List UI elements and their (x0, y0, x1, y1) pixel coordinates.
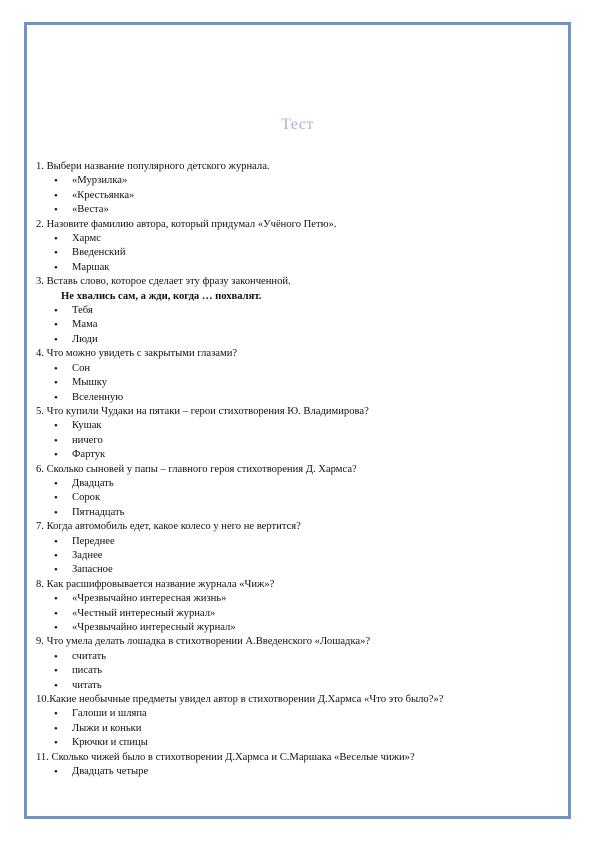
question-text: 9. Что умела делать лошадка в стихотворении А.Введенского «Лошадка»? (36, 636, 371, 648)
question-text: 7. Когда автомобиль едет, какое колесо у него не вертится? (36, 521, 301, 533)
answer-option: • Лыжи и коньки (36, 722, 556, 736)
answer-option: • ничего (36, 434, 556, 448)
answer-option: • Запасное (36, 563, 556, 577)
question-block (36, 520, 556, 578)
question-block (36, 405, 556, 463)
answer-option: • Мышку (36, 376, 556, 390)
answer-option: • Маршак (36, 261, 556, 275)
answer-options (36, 232, 556, 275)
question-text: 5. Что купили Чудаки на пятаки – герои стихотворения Ю. Владимирова? (36, 405, 369, 417)
question-block (36, 347, 556, 405)
answer-option: • читать (36, 679, 556, 693)
question-block (36, 635, 556, 693)
answer-options (36, 304, 556, 347)
question-list (36, 160, 556, 779)
answer-options (36, 592, 556, 635)
answer-options (36, 535, 556, 578)
question-text: 11. Сколько чижей было в стихотворении Д.Хармса и С.Маршака «Веселые чижи»? (36, 751, 415, 763)
answer-option: • Хармс (36, 232, 556, 246)
proverb-phrase: Не хвались сам, а жди, когда … похвалят. (61, 290, 262, 302)
question-text: 4. Что можно увидеть с закрытыми глазами? (36, 348, 238, 360)
question-text: 3. Вставь слово, которое сделает эту фразу законченной. (36, 276, 291, 288)
answer-options (36, 707, 556, 750)
answer-option: • Тебя (36, 304, 556, 318)
answer-option: • «Мурзилка» (36, 174, 556, 188)
question-text: 10.Какие необычные предметы увидел автор в стихотворении Д.Хармса «Что это было?»? (36, 694, 444, 706)
answer-option: • Кушак (36, 419, 556, 433)
question-block (36, 160, 556, 218)
answer-options (36, 650, 556, 693)
question-block (36, 275, 556, 347)
answer-option: • Мама (36, 318, 556, 332)
answer-option: • Галоши и шляпа (36, 707, 556, 721)
answer-option: • Двадцать четыре (36, 765, 556, 779)
question-block (36, 693, 556, 751)
question-block (36, 578, 556, 636)
question-block (36, 463, 556, 521)
answer-option: • писать (36, 664, 556, 678)
answer-option: • «Веста» (36, 203, 556, 217)
answer-options (36, 765, 556, 779)
answer-options (36, 174, 556, 217)
answer-options (36, 419, 556, 462)
question-block (36, 751, 556, 780)
answer-option: • Пятнадцать (36, 506, 556, 520)
answer-option: • Крючки и спицы (36, 736, 556, 750)
answer-option: • Двадцать (36, 477, 556, 491)
answer-option: • «Честный интересный журнал» (36, 607, 556, 621)
question-block (36, 218, 556, 276)
answer-option: • Переднее (36, 535, 556, 549)
answer-option: • Вселенную (36, 391, 556, 405)
question-text: 8. Как расшифровывается название журнала «Чиж»? (36, 578, 275, 590)
answer-option: • Введенский (36, 246, 556, 260)
answer-option: • «Чрезвычайно интересная жизнь» (36, 592, 556, 606)
answer-option: • «Чрезвычайно интересный журнал» (36, 621, 556, 635)
answer-option: • Люди (36, 333, 556, 347)
answer-option: • Сорок (36, 491, 556, 505)
answer-option: • Сон (36, 362, 556, 376)
question-text: 2. Назовите фамилию автора, который придумал «Учёного Петю». (36, 218, 337, 230)
question-text: 1. Выбери название популярного детского журнала. (36, 161, 270, 172)
question-text: 6. Сколько сыновей у папы – главного героя стихотворения Д. Хармса? (36, 463, 357, 475)
answer-option: • считать (36, 650, 556, 664)
answer-option: • «Крестьянка» (36, 189, 556, 203)
answer-options (36, 362, 556, 405)
page-title: Тест (281, 116, 314, 133)
answer-options (36, 477, 556, 520)
answer-option: • Заднее (36, 549, 556, 563)
answer-option: • Фартук (36, 448, 556, 462)
